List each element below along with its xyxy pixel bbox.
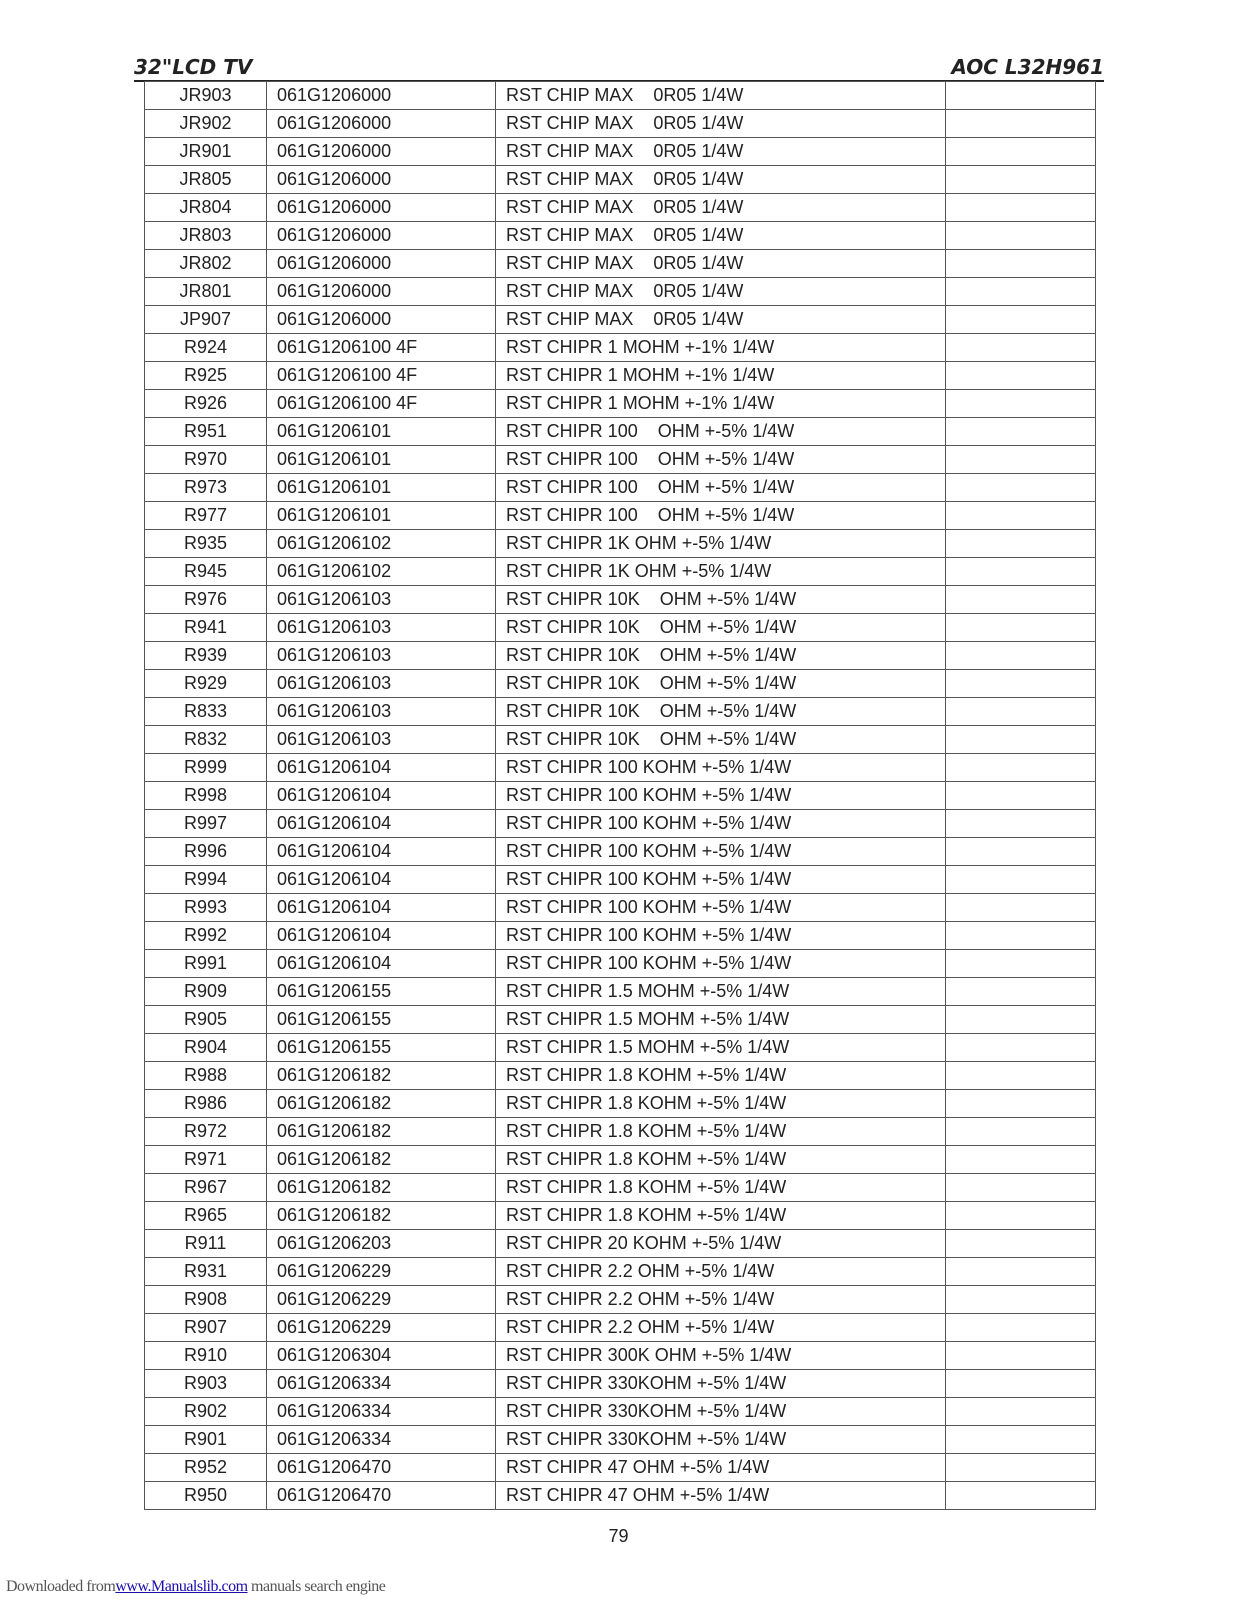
description-cell: RST CHIPR 330KOHM +-5% 1/4W (496, 1370, 946, 1398)
description-cell: RST CHIPR 330KOHM +-5% 1/4W (496, 1426, 946, 1454)
remark-cell (946, 1398, 1096, 1426)
remark-cell (946, 1062, 1096, 1090)
remark-cell (946, 1370, 1096, 1398)
remark-cell (946, 614, 1096, 642)
part-number-cell: 061G1206103 (267, 698, 496, 726)
table-row (145, 1454, 1096, 1482)
table-row (145, 838, 1096, 866)
location-cell: R925 (145, 362, 267, 390)
part-number-cell: 061G1206100 4F (267, 390, 496, 418)
remark-cell (946, 1202, 1096, 1230)
remark-cell (946, 1230, 1096, 1258)
remark-cell (946, 166, 1096, 194)
part-number-cell: 061G1206334 (267, 1370, 496, 1398)
table-row (145, 474, 1096, 502)
table-row (145, 866, 1096, 894)
remark-cell (946, 558, 1096, 586)
location-cell: R976 (145, 586, 267, 614)
part-number-cell: 061G1206000 (267, 250, 496, 278)
remark-cell (946, 838, 1096, 866)
location-cell: JP907 (145, 306, 267, 334)
part-number-cell: 061G1206101 (267, 502, 496, 530)
table-row (145, 222, 1096, 250)
description-cell: RST CHIPR 2.2 OHM +-5% 1/4W (496, 1314, 946, 1342)
part-number-cell: 061G1206000 (267, 110, 496, 138)
location-cell: JR804 (145, 194, 267, 222)
location-cell: R901 (145, 1426, 267, 1454)
part-number-cell: 061G1206000 (267, 138, 496, 166)
part-number-cell: 061G1206000 (267, 166, 496, 194)
part-number-cell: 061G1206334 (267, 1398, 496, 1426)
footer-suffix: manuals search engine (247, 1578, 386, 1595)
part-number-cell: 061G1206229 (267, 1258, 496, 1286)
part-number-cell: 061G1206182 (267, 1118, 496, 1146)
description-cell: RST CHIPR 10K OHM +-5% 1/4W (496, 586, 946, 614)
part-number-cell: 061G1206103 (267, 642, 496, 670)
description-cell: RST CHIPR 47 OHM +-5% 1/4W (496, 1454, 946, 1482)
location-cell: R973 (145, 474, 267, 502)
description-cell: RST CHIP MAX 0R05 1/4W (496, 222, 946, 250)
remark-cell (946, 502, 1096, 530)
location-cell: R999 (145, 754, 267, 782)
part-number-cell: 061G1206000 (267, 278, 496, 306)
remark-cell (946, 1258, 1096, 1286)
remark-cell (946, 782, 1096, 810)
table-row (145, 390, 1096, 418)
page-header (134, 54, 1104, 82)
part-number-cell: 061G1206182 (267, 1174, 496, 1202)
table-row (145, 782, 1096, 810)
remark-cell (946, 726, 1096, 754)
table-row (145, 1398, 1096, 1426)
description-cell: RST CHIPR 1K OHM +-5% 1/4W (496, 558, 946, 586)
parts-list-body (145, 82, 1096, 1510)
part-number-cell: 061G1206104 (267, 782, 496, 810)
remark-cell (946, 978, 1096, 1006)
table-row (145, 1370, 1096, 1398)
table-row (145, 614, 1096, 642)
location-cell: R941 (145, 614, 267, 642)
table-row (145, 1146, 1096, 1174)
remark-cell (946, 446, 1096, 474)
manualslib-link[interactable]: www.Manualslib.com (115, 1578, 248, 1595)
description-cell: RST CHIPR 100 KOHM +-5% 1/4W (496, 894, 946, 922)
location-cell: JR801 (145, 278, 267, 306)
description-cell: RST CHIPR 1.8 KOHM +-5% 1/4W (496, 1146, 946, 1174)
part-number-cell: 061G1206101 (267, 446, 496, 474)
location-cell: R992 (145, 922, 267, 950)
remark-cell (946, 1118, 1096, 1146)
description-cell: RST CHIPR 1.8 KOHM +-5% 1/4W (496, 1202, 946, 1230)
location-cell: R904 (145, 1034, 267, 1062)
part-number-cell: 061G1206103 (267, 726, 496, 754)
location-cell: R935 (145, 530, 267, 558)
location-cell: JR802 (145, 250, 267, 278)
remark-cell (946, 194, 1096, 222)
table-row (145, 1286, 1096, 1314)
location-cell: R996 (145, 838, 267, 866)
description-cell: RST CHIPR 100 KOHM +-5% 1/4W (496, 810, 946, 838)
description-cell: RST CHIPR 47 OHM +-5% 1/4W (496, 1482, 946, 1510)
description-cell: RST CHIPR 10K OHM +-5% 1/4W (496, 614, 946, 642)
table-row (145, 1342, 1096, 1370)
table-row (145, 194, 1096, 222)
remark-cell (946, 418, 1096, 446)
remark-cell (946, 222, 1096, 250)
page-number: 79 (608, 1526, 629, 1546)
remark-cell (946, 474, 1096, 502)
description-cell: RST CHIP MAX 0R05 1/4W (496, 138, 946, 166)
table-row (145, 1314, 1096, 1342)
location-cell: JR903 (145, 82, 267, 110)
location-cell: R994 (145, 866, 267, 894)
remark-cell (946, 1034, 1096, 1062)
table-row (145, 362, 1096, 390)
description-cell: RST CHIP MAX 0R05 1/4W (496, 166, 946, 194)
part-number-cell: 061G1206104 (267, 810, 496, 838)
description-cell: RST CHIPR 100 OHM +-5% 1/4W (496, 446, 946, 474)
location-cell: R931 (145, 1258, 267, 1286)
location-cell: R907 (145, 1314, 267, 1342)
description-cell: RST CHIPR 10K OHM +-5% 1/4W (496, 726, 946, 754)
table-row (145, 1062, 1096, 1090)
part-number-cell: 061G1206229 (267, 1314, 496, 1342)
part-number-cell: 061G1206104 (267, 866, 496, 894)
description-cell: RST CHIP MAX 0R05 1/4W (496, 306, 946, 334)
location-cell: R833 (145, 698, 267, 726)
part-number-cell: 061G1206101 (267, 418, 496, 446)
table-row (145, 530, 1096, 558)
part-number-cell: 061G1206104 (267, 950, 496, 978)
table-row (145, 1006, 1096, 1034)
location-cell: R911 (145, 1230, 267, 1258)
remark-cell (946, 138, 1096, 166)
table-row (145, 1118, 1096, 1146)
part-number-cell: 061G1206182 (267, 1202, 496, 1230)
remark-cell (946, 1426, 1096, 1454)
location-cell: R905 (145, 1006, 267, 1034)
remark-cell (946, 1286, 1096, 1314)
location-cell: R993 (145, 894, 267, 922)
table-row (145, 446, 1096, 474)
part-number-cell: 061G1206155 (267, 978, 496, 1006)
part-number-cell: 061G1206470 (267, 1454, 496, 1482)
description-cell: RST CHIPR 1 MOHM +-1% 1/4W (496, 390, 946, 418)
description-cell: RST CHIPR 1.5 MOHM +-5% 1/4W (496, 1006, 946, 1034)
table-row (145, 1034, 1096, 1062)
description-cell: RST CHIPR 100 KOHM +-5% 1/4W (496, 754, 946, 782)
table-row (145, 418, 1096, 446)
description-cell: RST CHIPR 100 KOHM +-5% 1/4W (496, 950, 946, 978)
part-number-cell: 061G1206203 (267, 1230, 496, 1258)
description-cell: RST CHIPR 100 KOHM +-5% 1/4W (496, 922, 946, 950)
part-number-cell: 061G1206334 (267, 1426, 496, 1454)
description-cell: RST CHIPR 1 MOHM +-1% 1/4W (496, 334, 946, 362)
description-cell: RST CHIPR 2.2 OHM +-5% 1/4W (496, 1258, 946, 1286)
location-cell: R908 (145, 1286, 267, 1314)
part-number-cell: 061G1206000 (267, 82, 496, 110)
part-number-cell: 061G1206103 (267, 586, 496, 614)
description-cell: RST CHIP MAX 0R05 1/4W (496, 194, 946, 222)
remark-cell (946, 334, 1096, 362)
remark-cell (946, 1454, 1096, 1482)
remark-cell (946, 810, 1096, 838)
remark-cell (946, 1090, 1096, 1118)
part-number-cell: 061G1206155 (267, 1006, 496, 1034)
table-row (145, 894, 1096, 922)
table-row (145, 138, 1096, 166)
table-row (145, 166, 1096, 194)
location-cell: R967 (145, 1174, 267, 1202)
part-number-cell: 061G1206000 (267, 194, 496, 222)
remark-cell (946, 866, 1096, 894)
location-cell: R903 (145, 1370, 267, 1398)
location-cell: JR805 (145, 166, 267, 194)
location-cell: JR902 (145, 110, 267, 138)
part-number-cell: 061G1206000 (267, 306, 496, 334)
part-number-cell: 061G1206100 4F (267, 334, 496, 362)
description-cell: RST CHIP MAX 0R05 1/4W (496, 110, 946, 138)
remark-cell (946, 250, 1096, 278)
table-row (145, 110, 1096, 138)
table-row (145, 82, 1096, 110)
part-number-cell: 061G1206104 (267, 838, 496, 866)
location-cell: R970 (145, 446, 267, 474)
part-number-cell: 061G1206182 (267, 1062, 496, 1090)
table-row (145, 754, 1096, 782)
table-row (145, 334, 1096, 362)
description-cell: RST CHIPR 2.2 OHM +-5% 1/4W (496, 1286, 946, 1314)
location-cell: R952 (145, 1454, 267, 1482)
remark-cell (946, 1314, 1096, 1342)
description-cell: RST CHIP MAX 0R05 1/4W (496, 250, 946, 278)
table-row (145, 558, 1096, 586)
location-cell: R977 (145, 502, 267, 530)
table-row (145, 810, 1096, 838)
parts-list-table (144, 81, 1096, 1510)
table-row (145, 502, 1096, 530)
table-row (145, 670, 1096, 698)
table-row (145, 922, 1096, 950)
table-row (145, 1174, 1096, 1202)
remark-cell (946, 1342, 1096, 1370)
table-row (145, 1258, 1096, 1286)
location-cell: R929 (145, 670, 267, 698)
remark-cell (946, 278, 1096, 306)
location-cell: R902 (145, 1398, 267, 1426)
remark-cell (946, 894, 1096, 922)
description-cell: RST CHIPR 1.5 MOHM +-5% 1/4W (496, 1034, 946, 1062)
location-cell: R988 (145, 1062, 267, 1090)
location-cell: R926 (145, 390, 267, 418)
table-row (145, 1090, 1096, 1118)
remark-cell (946, 950, 1096, 978)
table-row (145, 978, 1096, 1006)
part-number-cell: 061G1206182 (267, 1090, 496, 1118)
description-cell: RST CHIPR 330KOHM +-5% 1/4W (496, 1398, 946, 1426)
table-row (145, 950, 1096, 978)
location-cell: R950 (145, 1482, 267, 1510)
remark-cell (946, 1146, 1096, 1174)
part-number-cell: 061G1206101 (267, 474, 496, 502)
part-number-cell: 061G1206104 (267, 922, 496, 950)
remark-cell (946, 110, 1096, 138)
part-number-cell: 061G1206000 (267, 222, 496, 250)
location-cell: R832 (145, 726, 267, 754)
description-cell: RST CHIPR 100 OHM +-5% 1/4W (496, 474, 946, 502)
part-number-cell: 061G1206104 (267, 894, 496, 922)
location-cell: R939 (145, 642, 267, 670)
description-cell: RST CHIPR 1.8 KOHM +-5% 1/4W (496, 1174, 946, 1202)
description-cell: RST CHIPR 100 KOHM +-5% 1/4W (496, 866, 946, 894)
location-cell: JR803 (145, 222, 267, 250)
table-row (145, 726, 1096, 754)
description-cell: RST CHIPR 1.8 KOHM +-5% 1/4W (496, 1062, 946, 1090)
location-cell: JR901 (145, 138, 267, 166)
description-cell: RST CHIPR 10K OHM +-5% 1/4W (496, 642, 946, 670)
remark-cell (946, 754, 1096, 782)
table-row (145, 586, 1096, 614)
description-cell: RST CHIPR 10K OHM +-5% 1/4W (496, 670, 946, 698)
table-row (145, 250, 1096, 278)
description-cell: RST CHIPR 100 OHM +-5% 1/4W (496, 418, 946, 446)
remark-cell (946, 586, 1096, 614)
location-cell: R997 (145, 810, 267, 838)
location-cell: R945 (145, 558, 267, 586)
description-cell: RST CHIP MAX 0R05 1/4W (496, 278, 946, 306)
table-row (145, 306, 1096, 334)
table-row (145, 1482, 1096, 1510)
location-cell: R951 (145, 418, 267, 446)
part-number-cell: 061G1206104 (267, 754, 496, 782)
remark-cell (946, 922, 1096, 950)
location-cell: R924 (145, 334, 267, 362)
part-number-cell: 061G1206229 (267, 1286, 496, 1314)
part-number-cell: 061G1206103 (267, 670, 496, 698)
part-number-cell: 061G1206103 (267, 614, 496, 642)
description-cell: RST CHIPR 300K OHM +-5% 1/4W (496, 1342, 946, 1370)
description-cell: RST CHIPR 1.8 KOHM +-5% 1/4W (496, 1090, 946, 1118)
part-number-cell: 061G1206102 (267, 558, 496, 586)
part-number-cell: 061G1206102 (267, 530, 496, 558)
location-cell: R965 (145, 1202, 267, 1230)
remark-cell (946, 1006, 1096, 1034)
location-cell: R991 (145, 950, 267, 978)
part-number-cell: 061G1206304 (267, 1342, 496, 1370)
description-cell: RST CHIP MAX 0R05 1/4W (496, 82, 946, 110)
description-cell: RST CHIPR 10K OHM +-5% 1/4W (496, 698, 946, 726)
description-cell: RST CHIPR 1.8 KOHM +-5% 1/4W (496, 1118, 946, 1146)
table-row (145, 1230, 1096, 1258)
part-number-cell: 061G1206155 (267, 1034, 496, 1062)
location-cell: R971 (145, 1146, 267, 1174)
footer-prefix: Downloaded from (6, 1578, 116, 1595)
remark-cell (946, 362, 1096, 390)
remark-cell (946, 670, 1096, 698)
remark-cell (946, 642, 1096, 670)
description-cell: RST CHIPR 100 OHM +-5% 1/4W (496, 502, 946, 530)
description-cell: RST CHIPR 1.5 MOHM +-5% 1/4W (496, 978, 946, 1006)
location-cell: R998 (145, 782, 267, 810)
header-model-type: 32"LCD TV (134, 55, 253, 79)
remark-cell (946, 1174, 1096, 1202)
table-row (145, 642, 1096, 670)
remark-cell (946, 82, 1096, 110)
description-cell: RST CHIPR 100 KOHM +-5% 1/4W (496, 838, 946, 866)
download-footer (6, 1578, 385, 1596)
description-cell: RST CHIPR 1 MOHM +-1% 1/4W (496, 362, 946, 390)
location-cell: R910 (145, 1342, 267, 1370)
part-number-cell: 061G1206182 (267, 1146, 496, 1174)
description-cell: RST CHIPR 20 KOHM +-5% 1/4W (496, 1230, 946, 1258)
location-cell: R972 (145, 1118, 267, 1146)
remark-cell (946, 698, 1096, 726)
part-number-cell: 061G1206470 (267, 1482, 496, 1510)
table-row (145, 698, 1096, 726)
description-cell: RST CHIPR 100 KOHM +-5% 1/4W (496, 782, 946, 810)
table-row (145, 1202, 1096, 1230)
table-row (145, 278, 1096, 306)
table-row (145, 1426, 1096, 1454)
location-cell: R909 (145, 978, 267, 1006)
remark-cell (946, 1482, 1096, 1510)
remark-cell (946, 530, 1096, 558)
part-number-cell: 061G1206100 4F (267, 362, 496, 390)
remark-cell (946, 306, 1096, 334)
location-cell: R986 (145, 1090, 267, 1118)
remark-cell (946, 390, 1096, 418)
header-model-name: AOC L32H961 (951, 55, 1104, 79)
description-cell: RST CHIPR 1K OHM +-5% 1/4W (496, 530, 946, 558)
